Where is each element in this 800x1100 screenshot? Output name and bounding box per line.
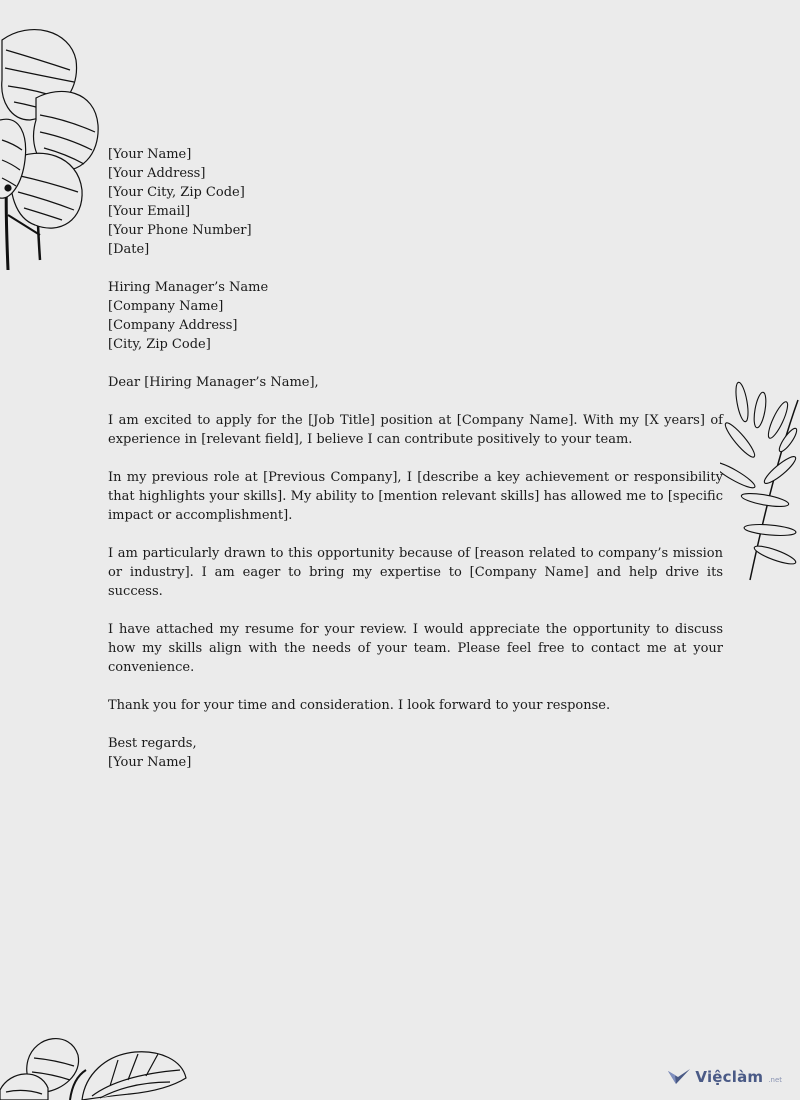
body-paragraph-1: I am excited to apply for the [Job Title] position at [Company Name]. With my [X years] of experience in [relevant field], I believe I can contribute positively to your team.: [108, 413, 723, 447]
monstera-leaf-illustration-top-left: [0, 20, 110, 280]
vieclam-logo: [667, 1068, 782, 1086]
recipient-address: [Company Address]: [108, 318, 238, 333]
recipient-city-zip: [City, Zip Code]: [108, 337, 211, 352]
sender-phone: [Your Phone Number]: [108, 223, 252, 238]
brand-suffix: .net: [768, 1075, 782, 1084]
sender-name: [Your Name]: [108, 147, 192, 162]
closing-regards: Best regards,: [108, 736, 197, 751]
vieclam-check-icon: [667, 1068, 691, 1086]
recipient-block: [108, 278, 723, 354]
recipient-company: [Company Name]: [108, 299, 224, 314]
sender-city-zip: [Your City, Zip Code]: [108, 185, 245, 200]
letter-date: [Date]: [108, 242, 150, 257]
body-paragraph-3: I am particularly drawn to this opportunity because of [reason related to company’s mission or industry]. I am eager to bring my expertise to [Company Name] and help drive its success.: [108, 546, 723, 599]
sender-email: [Your Email]: [108, 204, 191, 219]
brand-name: Việclàm: [695, 1068, 764, 1086]
body-paragraph-5: Thank you for your time and consideration. I look forward to your response.: [108, 698, 611, 713]
body-paragraph-2: In my previous role at [Previous Company], I [describe a key achievement or responsibility that highlights your skills]. My ability to [mention relevant skills] has allowed me to [specific impact or accomplishment].: [108, 470, 723, 523]
salutation: Dear [Hiring Manager’s Name],: [108, 375, 319, 390]
sender-block: [108, 145, 723, 259]
tropical-leaves-illustration-bottom-left: [0, 1030, 190, 1100]
recipient-manager: Hiring Manager’s Name: [108, 280, 269, 295]
letter-body: [108, 145, 723, 791]
body-paragraph-4: I have attached my resume for your review. I would appreciate the opportunity to discuss how my skills align with the needs of your team. Please feel free to contact me at your convenience.: [108, 622, 723, 675]
closing-block: [108, 734, 723, 772]
sender-address: [Your Address]: [108, 166, 206, 181]
fern-leaf-illustration-right: [720, 380, 800, 590]
closing-name: [Your Name]: [108, 755, 192, 770]
